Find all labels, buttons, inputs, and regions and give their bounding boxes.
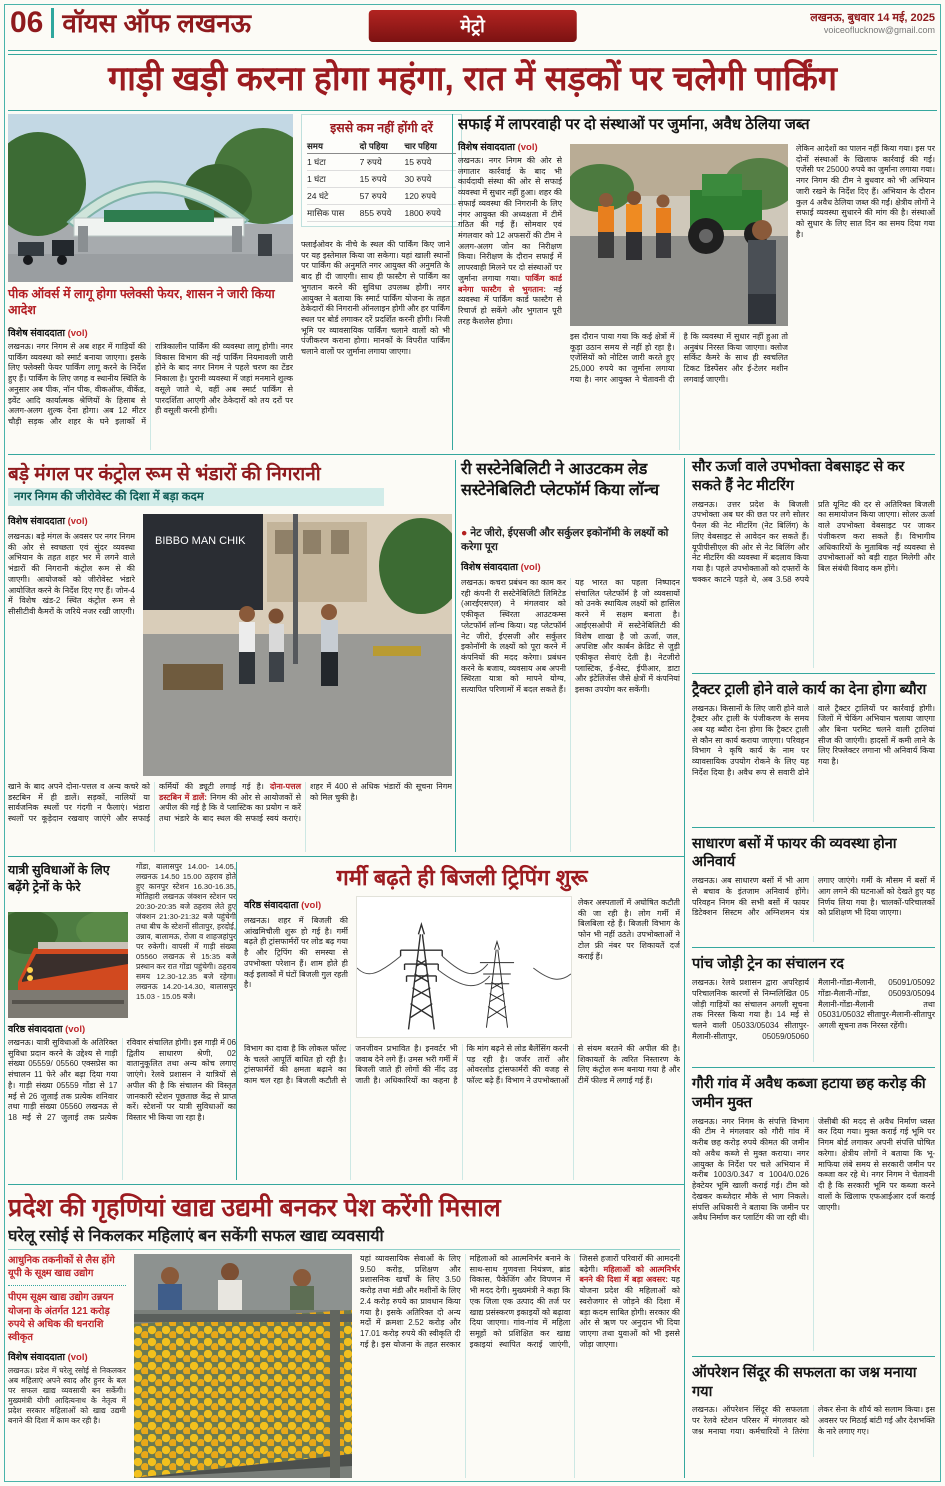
masthead-divider bbox=[51, 8, 54, 38]
rates-row: 1 घंटा 15 रुपये 30 रुपये bbox=[307, 171, 456, 188]
masthead-right bbox=[810, 10, 935, 35]
power-body-right: लेकर अस्पतालों में अघोषित कटौती की जा रही है। लोग गर्मी में बिलबिला रहे हैं। बिजली विभाग के फोन भी नहीं उठते। उपभोक्ताओं ने टोल फ्री नंबर पर शिकायतें दर्ज कराई हैं। bbox=[578, 898, 680, 961]
fine-body-col2: इस दौरान पाया गया कि कई क्षेत्रों में कूड़ा उठान समय से नहीं हो रहा है। एजेंसियों को नोटिस जारी करते हुए 25,000 रुपये का जुर्माना लगाया गया है। नगर आयुक्त ने चेतावनी दी है कि व्यवस्था में सुधार नहीं हुआ तो अनुबंध निरस्त किया जाएगा। क्लोज सर्किट कैमरे के साथ ही स्वचलित टिकट डिस्पेंसर और ई-टेलर मशीन लगवाई जाएगी। bbox=[570, 332, 788, 384]
trains-cancelled-body: लखनऊ। रेलवे प्रशासन द्वारा अपरिहार्य परिचालनिक कारणों से निम्नलिखित 05 जोड़ी गाड़ियों का संचालन अगली सूचना तक निरस्त किया गया है। 14 मई से चलने वाली 05033/05034 सीतापुर-मैलानी-सीतापुर, 05059/05060 मैलानी-गोंडा-मैलानी, 05091/05092 गोंडा-मैलानी-गोंडा, 05093/05094 मैलानी-गोंडा-मैलानी तथा 05031/05032 सीतापुर-मैलानी-सीतापुर अगली सूचना तक निरस्त रहेंगी। bbox=[692, 978, 935, 1041]
rule bbox=[8, 856, 684, 857]
bhandara-subhead: नगर निगम की जीरोवेस्ट की दिशा में बड़ा कदम bbox=[8, 488, 384, 506]
page-number: 06 bbox=[10, 6, 44, 39]
masthead-title: वॉयस ऑफ लखनऊ bbox=[62, 8, 252, 38]
trains-cancelled-headline: पांच जोड़ी ट्रेन का संचालन रद bbox=[692, 956, 844, 973]
rates-row: मासिक पास 855 रुपये 1800 रुपये bbox=[307, 205, 456, 222]
bhandara-byline: विशेष संवाददाता (vol) bbox=[8, 516, 88, 527]
story-power-tripping bbox=[244, 862, 680, 1180]
masthead bbox=[10, 8, 935, 48]
bus-headline: साधारण बसों में फायर की व्यवस्था होना अनिवार्य bbox=[692, 835, 897, 871]
rule bbox=[455, 460, 456, 852]
sustainability-body: लखनऊ। कचरा प्रबंधन का काम कर रही कंपनी री सस्टेनेबिलिटी लिमिटेड (आरईएसएल) ने मंगलवार को एकीकृत स्थिरता आउटकम्स प्लेटफॉर्म लॉन्च किया। यह प्लेटफॉर्म नेट जीरो, ईएसजी और सर्कुलर इकोनॉमी के लक्ष्यों को पूरा करने में कंपनियों की मदद करेगा। प्रबंधन करने के बजाय, व्यवसाय अब अपनी स्थिरता यात्रा को मापने योग्य, सत्यापित परिणामों में बदल सकते हैं। यह भारत का पहला निष्पादन संचालित प्लेटफॉर्म है जो व्यवसायों को उनके स्थायित्व लक्ष्यों को हासिल करने में सक्षम बनाता है। आईएसओपी में सस्टेनेबिलिटी की विशेष शाखा है जो ऊर्जा, जल, अपशिष्ट और कार्बन क्रेडिट से जुड़ी एकीकृत सेवाएं देती है। नेटजीरो प्लास्टिक, ई-वेस्ट, ईपीआर, डाटा और इंटेलिजेंस जैसे क्षेत्रों में कंपनियां इसका उपयोग कर सकेंगी। bbox=[461, 578, 680, 695]
food-subhead: घरेलू रसोई से निकलकर महिलाएं बन सकेंगी सफल खाद्य व्यवसायी bbox=[8, 1224, 680, 1250]
rule bbox=[452, 114, 453, 450]
train-body: लखनऊ। यात्री सुविधाओं के अतिरिक्त सुविधा प्रदान करने के उद्देश्य से गाड़ी संख्या 05559/ 05560 एक्सप्रेस का संचालन 11 फेरे और बढ़ा दिया गया है। गाड़ी संख्या 05559 गोंडा से 17 मई से 26 जुलाई तक प्रत्येक शनिवार तथा गाड़ी संख्या 05560 लखनऊ से 18 मई से 27 जुलाई तक प्रत्येक रविवार संचालित होगी। इस गाड़ी में 06 द्वितीय साधारण श्रेणी, 02 वातानुकूलित तथा अन्य कोच लगाए जाएंगे। रेलवे प्रशासन ने यात्रियों से अपील की है कि संचालन की विस्तृत जानकारी स्टेशन पूछताछ केंद्र से प्राप्त करें। स्टेशनों पर यात्री सुविधाओं का विस्तार भी किया जा रहा है। bbox=[8, 1038, 236, 1123]
train-byline: वरिष्ठ संवाददाता (vol) bbox=[8, 1024, 86, 1035]
sustainability-headline: री सस्टेनेबिलिटी ने आउटकम लेड सस्टेनेबिलिटी प्लेटफॉर्म किया लॉन्च bbox=[461, 461, 660, 499]
solar-headline: सौर ऊर्जा वाले उपभोक्ता वेबसाइट से कर सकते हैं नेट मीटरिंग bbox=[692, 459, 905, 494]
dotted-divider bbox=[8, 1285, 126, 1286]
rule bbox=[8, 1184, 684, 1185]
rule bbox=[236, 862, 237, 1180]
photo-tractor-inspection bbox=[570, 144, 788, 326]
rail-story-solar bbox=[692, 458, 935, 673]
tractor-body: लखनऊ। किसानों के लिए जारी होने वाले ट्रैक्टर और ट्राली के पंजीकरण के समय अब यह ब्यौरा देना होगा कि ट्रैक्टर ट्राली से कौन सा कार्य कराया जाएगा। परिवहन विभाग ने कृषि कार्य के नाम पर व्यावसायिक उपयोग रोकने के लिए यह निर्देश दिया है। अवैध रूप से सवारी ढोने वाले ट्रैक्टर ट्रालियों पर कार्रवाई होगी। जिलों में चेकिंग अभियान चलाया जाएगा और बिना परमिट चलने वाली ट्रालियां सीज की जाएंगी। हादसों में कमी लाने के लिए रिफ्लेक्टर लगाना भी अनिवार्य किया गया है। bbox=[692, 703, 935, 777]
story-parking bbox=[8, 114, 450, 450]
story-train-frequency bbox=[8, 862, 236, 1180]
rates-row: 24 घंटे 57 रुपये 120 रुपये bbox=[307, 188, 456, 205]
rule bbox=[684, 458, 685, 1478]
bhandara-bold-note: दोना-पत्तल डस्टबिन में डालें: bbox=[159, 782, 301, 802]
story-food-entrepreneurs bbox=[8, 1190, 680, 1478]
parking-body-side: फ्लाईओवर के नीचे के स्थल की पार्किंग किए जाने पर यह इस्तेमाल किया जा सकेगा। यहां खाली स्थानों पर पार्किंग की अनुमति नगर आयुक्त की अनुमति के बाद ही दी जाएगी। साथ ही फास्टैग से पार्किंग का भुगतान करने की सुविधा उपलब्ध होगी। नगर आयुक्त ने बताया कि स्मार्ट पार्किंग योजना के तहत ठेकेदारों की निगरानी ऑनलाइन होगी और हर पार्किंग स्थल पर बोर्ड लगाकर दरें प्रदर्शित करनी होंगी। निजी भूमि पर व्यावसायिक पार्किंग चलाने वालों को भी पंजीकरण कराना होगा। मानकों के विपरीत पार्किंग चलाने वालों पर जुर्माना लगाया जाएगा। bbox=[301, 240, 450, 357]
gauri-headline: गौरी गांव में अवैध कब्जा हटाया छह करोड़ की जमीन मुक्त bbox=[692, 1076, 926, 1111]
fine-body-col1: लखनऊ। नगर निगम की ओर से लगातार कार्रवाई के बाद भी कार्यदायी संस्था की ओर से सफाई व्यवस्था में सुधार नहीं हुआ। शहर की सफाई व्यवस्था की निगरानी के लिए नगर आयुक्त की अध्यक्षता में टीमें गठित की गई हैं। सोमवार एवं मंगलवार को 12 अफसरों की टीम ने अलग-अलग जोन का निरीक्षण किया। निरीक्षण के दौरान सफाई में लापरवाही मिलने पर दो संस्थाओं पर जुर्माना लगाया गया। पार्किंग कार्ड बनेगा फास्टैग से भुगतान: नई व्यवस्था में पार्किंग कार्ड फास्टैग से रिचार्ज हो सकेंगे और भुगतान पूरी तरह कैशलेस होगा। bbox=[458, 156, 562, 326]
illustration-power-pylons bbox=[356, 896, 572, 1038]
rail-story-operation-sindoor bbox=[692, 1356, 935, 1463]
parking-photo-caption: पीक ऑवर्स में लागू होगा फ्लेक्सी फेयर, शासन ने जारी किया आदेश bbox=[8, 287, 275, 318]
power-headline: गर्मी बढ़ते ही बिजली ट्रिपिंग शुरू bbox=[336, 865, 588, 890]
bhandara-body-bottom: खाने के बाद अपने दोना-पत्तल व अन्य कचरे को डस्टबिन में ही डालें। सड़कों, नालियों या सार्वजनिक स्थलों पर गंदगी न फैलाएं। भंडारा स्थलों पर कूड़ेदान रखवाए जाएंगे और सफाई कर्मियों की ड्यूटी लगाई गई है। दोना-पत्तल डस्टबिन में डालें: निगम की ओर से आयोजकों से अपील की गई है कि वे प्लास्टिक का प्रयोग न करें तथा भंडारे के बाद स्थल की सफाई स्वयं कराएं। शहर में 400 से अधिक भंडारों की सूचना निगम को मिल चुकी है। bbox=[8, 782, 452, 824]
solar-body: लखनऊ। उत्तर प्रदेश के बिजली उपभोक्ता अब घर की छत पर लगे सोलर पैनल की नेट मीटरिंग (नेट बिलिंग) के लिए वेबसाइट से आवेदन कर सकते हैं। यूपीपीसीएल की ओर से नेट बिलिंग और नेट मीटरिंग की व्यवस्था में बदलाव किया गया है। पहले उपभोक्ताओं को दफ्तरों के चक्कर काटने पड़ते थे, अब 3.58 रुपये प्रति यूनिट की दर से अतिरिक्त बिजली का समायोजन किया जाएगा। सोलर ऊर्जा वाले उपभोक्ता वेबसाइट पर जाकर पंजीकरण करा सकते हैं। विभागीय अधिकारियों के मुताबिक नई व्यवस्था से उपभोक्ताओं को बड़ी राहत मिलेगी और बिल संबंधी विवाद कम होंगे। bbox=[692, 499, 935, 584]
bhandara-body-col1: लखनऊ। बड़े मंगल के अवसर पर नगर निगम की ओर से स्वच्छता एवं सुंदर व्यवस्था अभियान के तहत शहर भर में लगने वाले भंडारों की निगरानी कंट्रोल रूम से की जाएगी। आयोजकों को जीरोवेस्ट भंडारे आयोजित करने के निर्देश दिए गए हैं। जोन-4 में विशेष खंड-2 स्थित कंट्रोल रूम से सीसीटीवी कैमरों के जरिये नजर रखी जाएगी। bbox=[8, 532, 135, 617]
fine-byline: विशेष संवाददाता (vol) bbox=[458, 142, 538, 153]
fine-bold-note: पार्किंग कार्ड बनेगा फास्टैग से भुगतान: bbox=[458, 273, 562, 294]
photo-street-inspection bbox=[143, 514, 452, 776]
header-rule bbox=[8, 50, 937, 55]
power-byline: वरिष्ठ संवाददाता (vol) bbox=[244, 900, 322, 911]
train-schedule: गोंडा, बालासपुर 14.00- 14.05, लखनऊ 14.50 15.00 ठहराव होते हुए कानपुर स्टेशन 16.30-16.35, मोतिहारी लखनऊ जंक्शन स्टेशन पर 20:30-20:35 बजे ठहराव लेते हुए जंक्शन 21:30-21:32 बजे पहुंचेगी तथा बीच के स्टेशनों सीतापुर, हरदोई, उन्नाव, बालामऊ, रोजा व शाहजहांपुर पर रुकेगी। वापसी में गाड़ी संख्या 05560 लखनऊ से 15:35 बजे प्रस्थान कर रात गोंडा पहुंचेगी। ठहराव समय 12.30-12.35 बजे रहेगा। लखनऊ 14.20-14.30, बालासपुर 15.03 - 15.05 बजे। bbox=[136, 862, 236, 1002]
food-left-rail bbox=[8, 1254, 126, 1478]
rail-story-gauri bbox=[692, 1067, 935, 1356]
photo-parking-facility bbox=[8, 114, 293, 282]
story-bhandara bbox=[8, 460, 452, 852]
photo-mango-processing bbox=[134, 1254, 352, 1478]
rail-story-trains-cancelled bbox=[692, 947, 935, 1067]
food-note-1: आधुनिक तकनीकों से लैस होंगे यूपी के सूक्ष्म खाद्य उद्योग bbox=[8, 1255, 115, 1280]
power-body-bottom: विभाग का दावा है कि लोकल फॉल्ट के चलते आपूर्ति बाधित हो रही है। ट्रांसफार्मरों की क्षमता बढ़ाने का काम चल रहा है। बिजली कटौती से जनजीवन प्रभावित है। इनवर्टर भी जवाब देने लगे हैं। उमस भरी गर्मी में बिजली जाते ही लोगों की नींद उड़ जाती है। अधिकारियों का कहना है कि मांग बढ़ने से लोड बैलेंसिंग करनी पड़ रही है। जर्जर तारों और ओवरलोड ट्रांसफार्मरों की वजह से फॉल्ट बढ़े हैं। विभाग ने उपभोक्ताओं से संयम बरतने की अपील की है। शिकायतों के त्वरित निस्तारण के लिए कंट्रोल रूम बनाया गया है और टीमें फील्ड में लगाई गई हैं। bbox=[244, 1044, 680, 1086]
train-headline: यात्री सुविधाओं के लिए बढ़ेंगे ट्रेनों के फेरे bbox=[8, 863, 110, 894]
rates-header-row: समय दो पहिया चार पहिया bbox=[307, 139, 456, 154]
food-headline: प्रदेश की गृहणियां खाद्य उद्यमी बनकर पेश करेंगी मिसाल bbox=[8, 1194, 501, 1222]
bus-body: लखनऊ। अब साधारण बसों में भी आग से बचाव के इंतजाम अनिवार्य होंगे। परिवहन निगम की सभी बसों में फायर डिटेक्शन सिस्टम और अग्निशमन यंत्र लगाए जाएंगे। गर्मी के मौसम में बसों में आग लगने की घटनाओं को देखते हुए यह निर्णय लिया गया है। चालकों-परिचालकों को प्रशिक्षण भी दिया जाएगा। bbox=[692, 876, 935, 918]
food-bold-note: महिलाओं को आत्मनिर्भर बनने की दिशा में बड़ा अवसर: bbox=[579, 1264, 680, 1285]
food-byline: विशेष संवाददाता (vol) bbox=[8, 1352, 88, 1364]
rule bbox=[8, 454, 935, 455]
rail-story-tractor bbox=[692, 673, 935, 827]
fine-headline: सफाई में लापरवाही पर दो संस्थाओं पर जुर्माना, अवैध ठेलिया जब्त bbox=[458, 116, 810, 133]
sustainability-bullet: ● नेट जीरो, ईएसजी और सर्कुलर इकोनॉमी के लक्ष्यों को करेगा पूरा bbox=[461, 527, 669, 554]
sustainability-byline: विशेष संवाददाता (vol) bbox=[461, 562, 541, 573]
fine-body-col3: लेकिन आदेशों का पालन नहीं किया गया। इस पर दोनों संस्थाओं के खिलाफ कार्रवाई की गई। एजेंसी पर 25000 रुपये का जुर्माना लगाया गया। नगर निगम की टीम ने बुधवार को भी अभियान जारी रखने के निर्देश दिए हैं। अभियान के दौरान कुल 4 अवैध ठेलिया जब्त की गईं। क्षेत्रीय लोगों ने सफाई व्यवस्था सुधारने की मांग की है। संस्थाओं को सुधार के लिए सात दिन का समय दिया गया है। bbox=[796, 144, 935, 239]
photo-train bbox=[8, 912, 128, 1018]
bhandara-headline: बड़े मंगल पर कंट्रोल रूम से भंडारों की निगरानी bbox=[8, 464, 321, 485]
rates-table-title: इससे कम नहीं होंगी दरें bbox=[330, 121, 433, 135]
story-sustainability bbox=[461, 460, 680, 852]
parking-byline: विशेष संवाददाता (vol) bbox=[8, 328, 88, 339]
food-body-columns: यहां व्यावसायिक सेवाओं के लिए 9.50 करोड़, प्रशिक्षण और प्रशासनिक खर्चों के लिए 3.50 करोड़ तथा मंडी और मशीनों के लिए 2.4 करोड़ रुपये का प्रावधान किया गया है। इसके अतिरिक्त दो अन्य मदों में क्रमशः 2.52 करोड़ और 17.01 करोड़ रुपये की स्वीकृति दी गई है। इस योजना के तहत सरकार महिलाओं को आत्मनिर्भर बनाने के साथ-साथ गुणवत्ता नियंत्रण, ब्रांड विकास, पैकेजिंग और विपणन में भी मदद देगी। मुख्यमंत्री ने कहा कि एक जिला एक उत्पाद की तर्ज पर खाद्य प्रसंस्करण इकाइयों को बढ़ावा दिया जाएगा। गांव-गांव में महिला समूहों को प्रशिक्षित कर खाद्य इकाइयां स्थापित कराई जाएंगी, जिससे हजारों परिवारों की आमदनी बढ़ेगी। महिलाओं को आत्मनिर्भर बनने की दिशा में बड़ा अवसर: यह योजना प्रदेश की महिलाओं को स्वरोजगार से जोड़ने की दिशा में बड़ा कदम साबित होगी। सरकार की ओर से ऋण पर अनुदान भी दिया जाएगा तथा युवाओं को भी इससे जोड़ा जाएगा। bbox=[360, 1254, 680, 1349]
tractor-headline: ट्रैक्टर ट्राली होने वाले कार्य का देना होगा ब्यौरा bbox=[692, 681, 927, 698]
rates-row: 1 घंटा 7 रुपये 15 रुपये bbox=[307, 154, 456, 171]
rule bbox=[8, 110, 937, 111]
section-badge: मेट्रो bbox=[368, 10, 577, 42]
contact-email: voiceoflucknow@gmail.com bbox=[823, 25, 935, 35]
bullet-icon: ● bbox=[461, 527, 468, 539]
operation-sindoor-headline: ऑपरेशन सिंदूर की सफलता का जश्न मनाया गया bbox=[692, 1364, 917, 1400]
lead-headline: गाड़ी खड़ी करना होगा महंगा, रात में सड़कों पर चलेगी पार्किंग bbox=[108, 60, 837, 98]
story-sanitation-fine bbox=[458, 114, 935, 450]
operation-sindoor-body: लखनऊ। ऑपरेशन सिंदूर की सफलता पर रेलवे स्टेशन परिसर में मंगलवार को जश्न मनाया गया। कर्मचारियों ने तिरंगा लेकर सेना के शौर्य को सलाम किया। इस अवसर पर मिठाई बांटी गई और देशभक्ति के नारे लगाए गए। bbox=[692, 1405, 935, 1436]
parking-rates-table bbox=[301, 114, 462, 227]
parking-body-main: लखनऊ। नगर निगम से अब शहर में गाड़ियों की पार्किंग व्यवस्था को स्मार्ट बनाया जाएगा। इसके लिए फ्लेक्सी फेयर पार्किंग लागू करने के निर्देश हुए हैं। पार्किंग के लिए जगह व स्थानीय स्थिति के अनुसार अब पीक, नॉन पीक, वीकऑफ, वीकेंड, इवेंट आदि कार्यात्मक श्रेणियों के हिसाब से अलग-अलग शुल्क देना होगा। अब 12 मीटर चौड़ी सड़क और शहर के घने इलाकों में रात्रिकालीन पार्किंग की व्यवस्था लागू होगी। नगर विकास विभाग की नई पार्किंग नियमावली जारी होने के बाद नगर निगम ने पहले चरण का टेंडर निकाला है। पुरानी व्यवस्था में जहां मनमाने शुल्क वसूले जाते थे, वहीं अब स्मार्ट पार्किंग से पारदर्शिता आएगी और ठेकेदारों को तय दरों पर ही वसूली करनी होगी। bbox=[8, 342, 293, 427]
workers bbox=[598, 191, 671, 260]
food-note-2: पीएम सूक्ष्म खाद्य उद्योग उन्नयन योजना के अंतर्गत 121 करोड़ रुपये से अधिक की धनराशि स्वीकृत bbox=[8, 1292, 114, 1344]
food-body-left: लखनऊ। प्रदेश में घरेलू रसोई से निकलकर अब महिलाएं अपने स्वाद और हुनर के बल पर सफल खाद्य व्यवसायी बन सकेंगी। मुख्यमंत्री योगी आदित्यनाथ के नेतृत्व में प्रदेश सरकार महिलाओं को खाद्य उद्यमी बनाने की दिशा में काम कर रही है। bbox=[8, 1366, 126, 1426]
dateline: लखनऊ, बुधवार 14 मई, 2025 bbox=[810, 12, 935, 24]
shop-sign-text: BIBBO MAN CHIK bbox=[155, 535, 246, 547]
right-rail bbox=[692, 458, 935, 1478]
rail-story-bus bbox=[692, 827, 935, 948]
gauri-body: लखनऊ। नगर निगम के संपत्ति विभाग की टीम ने मंगलवार को गौरी गांव में करीब छह करोड़ रुपये कीमत की जमीन को अवैध कब्जे से मुक्त कराया। नगर आयुक्त के निर्देश पर चले अभियान में करीब 1003/0.347 व 1004/0.026 हेक्टेयर भूमि खाली कराई गई। टीम को देखकर कब्जेदार मौके से भाग निकले। संपत्ति अधिकारी ने बताया कि जमीन पर अवैध निर्माण कर प्लाटिंग की जा रही थी। जेसीबी की मदद से अवैध निर्माण ध्वस्त कर दिया गया। मुक्त कराई गई भूमि पर निगम बोर्ड लगाकर अपनी संपत्ति घोषित करेगा। क्षेत्रीय लोगों ने बताया कि भू-माफिया लंबे समय से सरकारी जमीन पर कब्जा कर रहे थे। नगर निगम ने चेतावनी दी है कि सरकारी भूमि पर कब्जा करने वालों के खिलाफ एफआईआर दर्ज कराई जाएगी। bbox=[692, 1116, 935, 1223]
power-body-left: लखनऊ। शहर में बिजली की आंखमिचौली शुरू हो गई है। गर्मी बढ़ते ही ट्रांसफार्मरों पर लोड बढ़ गया है और ट्रिपिंग की समस्या से उपभोक्ता परेशान हैं। शाम होते ही कई इलाकों में घंटों बिजली गुल रहती है। bbox=[244, 916, 348, 990]
